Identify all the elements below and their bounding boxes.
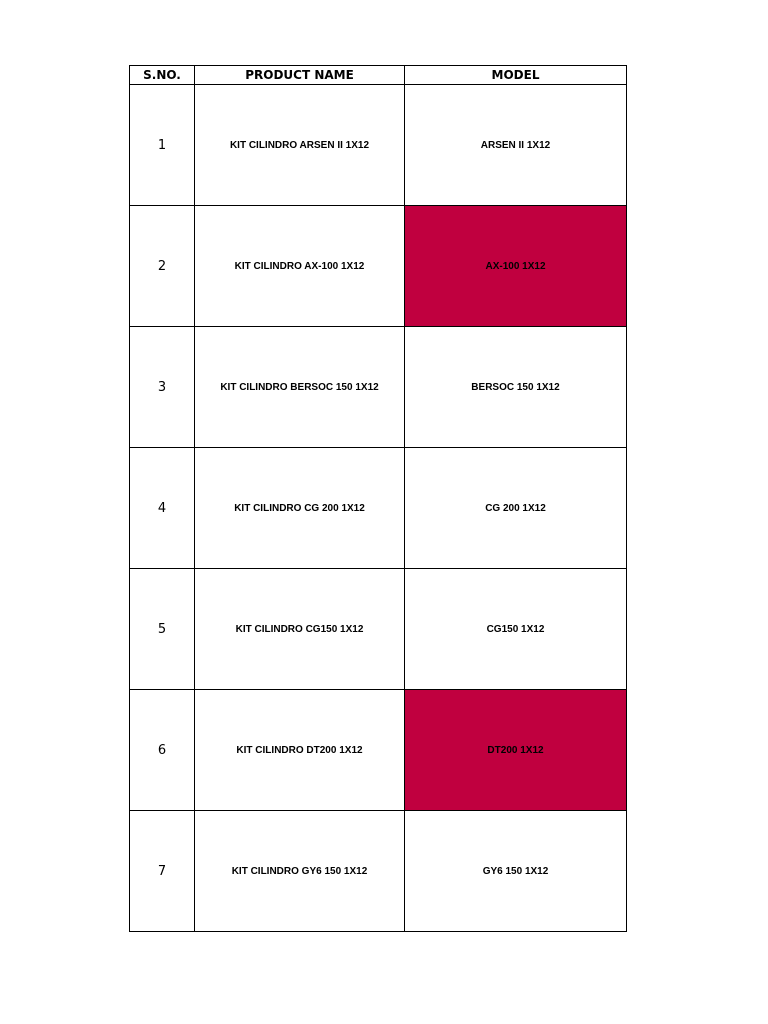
model-cell: CG 200 1X12	[405, 448, 627, 569]
sno-cell: 3	[130, 327, 195, 448]
header-model: MODEL	[405, 66, 627, 85]
product-name-cell: KIT CILINDRO CG 200 1X12	[195, 448, 405, 569]
header-sno: S.NO.	[130, 66, 195, 85]
model-cell: DT200 1X12	[405, 690, 627, 811]
table-row	[130, 690, 627, 811]
sno-cell: 5	[130, 569, 195, 690]
product-name-cell: KIT CILINDRO AX-100 1X12	[195, 206, 405, 327]
model-cell: ARSEN II 1X12	[405, 85, 627, 206]
sno-cell: 1	[130, 85, 195, 206]
model-cell: BERSOC 150 1X12	[405, 327, 627, 448]
product-table	[129, 65, 627, 932]
sno-cell: 4	[130, 448, 195, 569]
header-row	[130, 66, 627, 85]
table-row	[130, 448, 627, 569]
model-cell: CG150 1X12	[405, 569, 627, 690]
sno-cell: 7	[130, 811, 195, 932]
table-row	[130, 85, 627, 206]
model-cell: AX-100 1X12	[405, 206, 627, 327]
sno-cell: 6	[130, 690, 195, 811]
model-cell: GY6 150 1X12	[405, 811, 627, 932]
header-product-name: PRODUCT NAME	[195, 66, 405, 85]
product-name-cell: KIT CILINDRO BERSOC 150 1X12	[195, 327, 405, 448]
table-row	[130, 327, 627, 448]
table-row	[130, 569, 627, 690]
product-name-cell: KIT CILINDRO GY6 150 1X12	[195, 811, 405, 932]
sno-cell: 2	[130, 206, 195, 327]
product-name-cell: KIT CILINDRO DT200 1X12	[195, 690, 405, 811]
table-row	[130, 811, 627, 932]
product-name-cell: KIT CILINDRO ARSEN II 1X12	[195, 85, 405, 206]
product-name-cell: KIT CILINDRO CG150 1X12	[195, 569, 405, 690]
table-row	[130, 206, 627, 327]
